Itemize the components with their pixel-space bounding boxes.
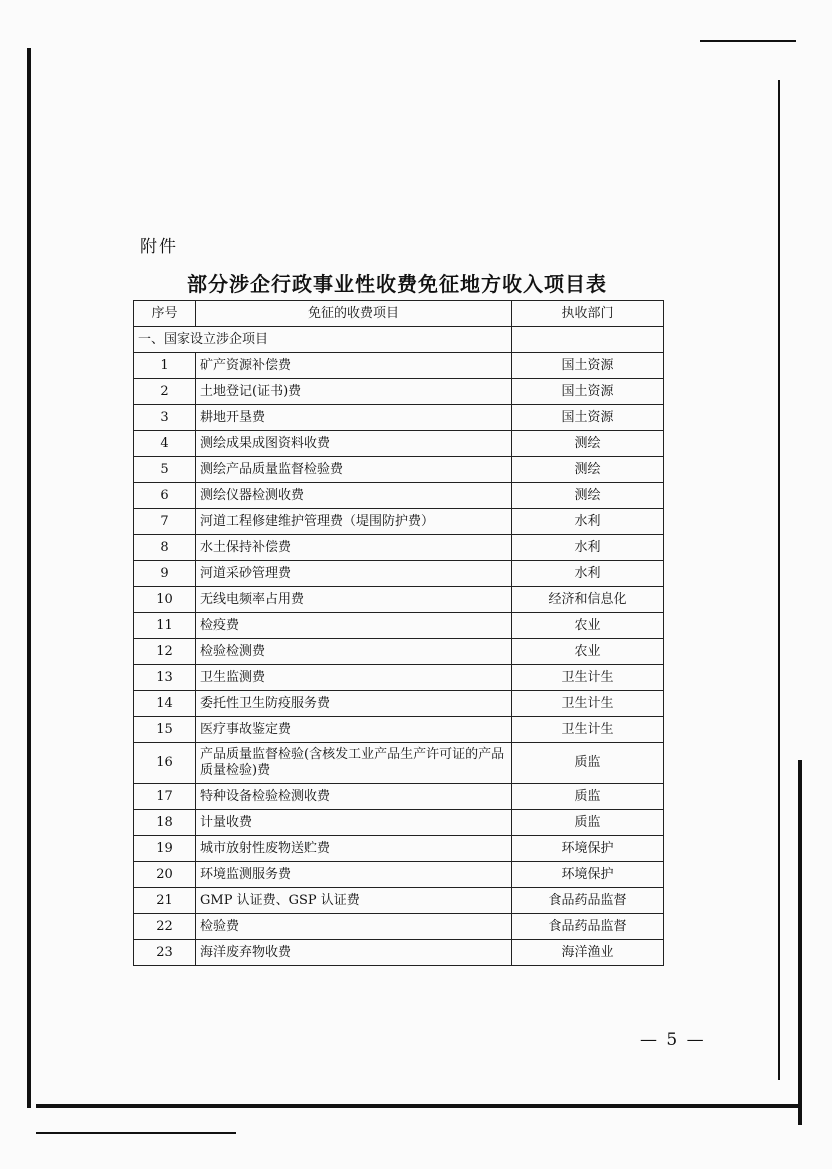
scan-edge-left	[27, 48, 31, 1108]
header-no: 序号	[134, 301, 196, 327]
row-fee-item: 测绘产品质量监督检验费	[196, 457, 512, 483]
row-fee-item: 矿产资源补偿费	[196, 353, 512, 379]
row-department: 食品药品监督	[512, 888, 664, 914]
row-fee-item: 测绘仪器检测收费	[196, 483, 512, 509]
row-department: 国土资源	[512, 405, 664, 431]
table-header-row	[134, 301, 664, 327]
row-number: 17	[134, 784, 196, 810]
row-number: 2	[134, 379, 196, 405]
row-fee-item: 产品质量监督检验(含核发工业产品生产许可证的产品质量检验)费	[196, 743, 512, 784]
table-row	[134, 587, 664, 613]
table-row	[134, 810, 664, 836]
row-number: 5	[134, 457, 196, 483]
row-fee-item: 检验费	[196, 914, 512, 940]
row-number: 1	[134, 353, 196, 379]
row-fee-item: 河道工程修建维护管理费（堤围防护费）	[196, 509, 512, 535]
row-number: 4	[134, 431, 196, 457]
table-row	[134, 665, 664, 691]
row-department: 农业	[512, 639, 664, 665]
document-title: 部分涉企行政事业性收费免征地方收入项目表	[187, 272, 607, 296]
row-fee-item: 检验检测费	[196, 639, 512, 665]
table-row	[134, 717, 664, 743]
scan-edge-bottom-short	[36, 1132, 236, 1134]
row-department: 卫生计生	[512, 717, 664, 743]
row-fee-item: 检疫费	[196, 613, 512, 639]
table-row	[134, 405, 664, 431]
row-department: 测绘	[512, 483, 664, 509]
scan-edge-top-right	[700, 40, 796, 42]
row-fee-item: 河道采砂管理费	[196, 561, 512, 587]
row-number: 10	[134, 587, 196, 613]
row-number: 9	[134, 561, 196, 587]
row-fee-item: 城市放射性废物送贮费	[196, 836, 512, 862]
scan-edge-right-thick	[798, 760, 802, 1125]
row-number: 11	[134, 613, 196, 639]
row-department: 农业	[512, 613, 664, 639]
table-row	[134, 353, 664, 379]
row-number: 7	[134, 509, 196, 535]
header-dept: 执收部门	[512, 301, 664, 327]
row-fee-item: 无线电频率占用费	[196, 587, 512, 613]
row-department: 海洋渔业	[512, 940, 664, 966]
row-department: 测绘	[512, 457, 664, 483]
row-department: 环境保护	[512, 836, 664, 862]
row-fee-item: 卫生监测费	[196, 665, 512, 691]
row-fee-item: 海洋废弃物收费	[196, 940, 512, 966]
row-number: 15	[134, 717, 196, 743]
row-department: 卫生计生	[512, 691, 664, 717]
row-number: 21	[134, 888, 196, 914]
table-row	[134, 431, 664, 457]
table-row	[134, 509, 664, 535]
scan-edge-right	[778, 80, 780, 1080]
row-department: 国土资源	[512, 353, 664, 379]
table-row	[134, 691, 664, 717]
row-number: 19	[134, 836, 196, 862]
row-fee-item: 水土保持补偿费	[196, 535, 512, 561]
row-number: 22	[134, 914, 196, 940]
row-fee-item: 环境监测服务费	[196, 862, 512, 888]
section-empty-cell	[512, 327, 664, 353]
row-fee-item: 土地登记(证书)费	[196, 379, 512, 405]
row-fee-item: 耕地开垦费	[196, 405, 512, 431]
page-number: — 5 —	[640, 1030, 706, 1050]
row-department: 水利	[512, 509, 664, 535]
row-fee-item: 计量收费	[196, 810, 512, 836]
row-fee-item: 特种设备检验检测收费	[196, 784, 512, 810]
table-row	[134, 483, 664, 509]
row-fee-item: 委托性卫生防疫服务费	[196, 691, 512, 717]
table-row	[134, 639, 664, 665]
row-department: 环境保护	[512, 862, 664, 888]
row-department: 质监	[512, 810, 664, 836]
row-department: 水利	[512, 535, 664, 561]
row-number: 3	[134, 405, 196, 431]
table-row	[134, 784, 664, 810]
table-row	[134, 888, 664, 914]
row-fee-item: 医疗事故鉴定费	[196, 717, 512, 743]
row-department: 水利	[512, 561, 664, 587]
row-department: 国土资源	[512, 379, 664, 405]
table-row	[134, 862, 664, 888]
header-item: 免征的收费项目	[196, 301, 512, 327]
table-row	[134, 743, 664, 784]
table-row	[134, 914, 664, 940]
row-number: 6	[134, 483, 196, 509]
row-department: 质监	[512, 784, 664, 810]
table-row	[134, 940, 664, 966]
table-row	[134, 561, 664, 587]
section-row	[134, 327, 664, 353]
table-row	[134, 457, 664, 483]
fee-table	[133, 300, 664, 966]
row-department: 质监	[512, 743, 664, 784]
row-department: 卫生计生	[512, 665, 664, 691]
table-row	[134, 836, 664, 862]
row-fee-item: 测绘成果成图资料收费	[196, 431, 512, 457]
row-department: 食品药品监督	[512, 914, 664, 940]
section-label: 一、国家设立涉企项目	[134, 327, 512, 353]
row-number: 23	[134, 940, 196, 966]
table-row	[134, 379, 664, 405]
attachment-label: 附件	[140, 237, 178, 257]
row-fee-item: GMP 认证费、GSP 认证费	[196, 888, 512, 914]
row-number: 12	[134, 639, 196, 665]
row-number: 20	[134, 862, 196, 888]
row-department: 经济和信息化	[512, 587, 664, 613]
row-number: 14	[134, 691, 196, 717]
scan-edge-bottom	[36, 1104, 798, 1108]
row-number: 13	[134, 665, 196, 691]
row-department: 测绘	[512, 431, 664, 457]
row-number: 18	[134, 810, 196, 836]
table-row	[134, 613, 664, 639]
row-number: 16	[134, 743, 196, 784]
table-row	[134, 535, 664, 561]
row-number: 8	[134, 535, 196, 561]
